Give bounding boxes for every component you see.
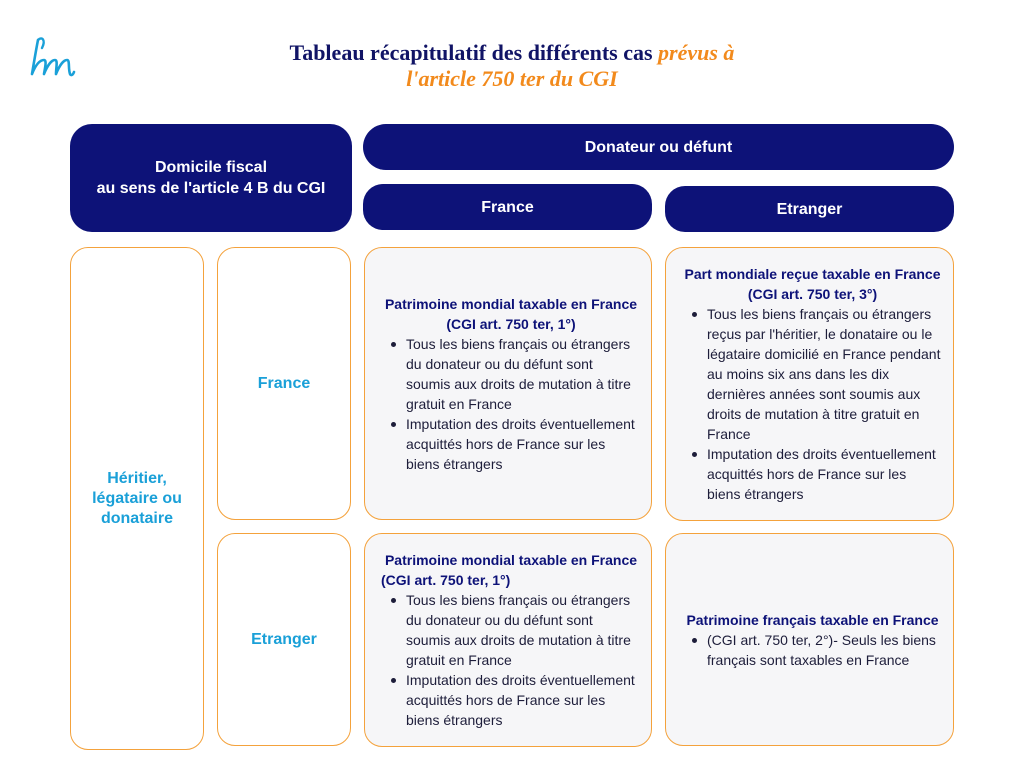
bullet-list xyxy=(682,630,943,670)
cell-subheading: (CGI art. 750 ter, 3°) xyxy=(747,286,878,302)
list-item: Tous les biens français ou étrangers du donateur ou du défunt sont soumis aux droits de mutation à titre gratuit en France xyxy=(381,590,641,670)
heritier-line1: Héritier, xyxy=(107,469,167,487)
list-item: (CGI art. 750 ter, 2°)- Seuls les biens français sont taxables en France xyxy=(682,630,943,670)
heritier-row-header xyxy=(70,247,204,750)
list-item: Imputation des droits éventuellement acquittés hors de France sur les biens étrangers xyxy=(381,414,641,474)
column-header-etranger: Etranger xyxy=(665,186,954,232)
title-line1-plain: Tableau récapitulatif des différents cas xyxy=(289,40,659,65)
cell-subheading: (CGI art. 750 ter, 1°) xyxy=(446,315,576,332)
donateur-header: Donateur ou défunt xyxy=(363,124,954,170)
domicile-line1: Domicile fiscal xyxy=(154,159,268,176)
domicile-fiscal-header xyxy=(70,124,352,232)
bullet-list xyxy=(682,304,943,504)
title-line1-accent: prévus à xyxy=(658,40,735,65)
list-item: Tous les biens français ou étrangers du donateur ou du défunt sont soumis aux droits de mutation à titre gratuit en France xyxy=(381,334,641,414)
column-header-france: France xyxy=(363,184,652,230)
list-item: Imputation des droits éventuellement acquittés hors de France sur les biens étrangers xyxy=(381,670,641,730)
cell-heading: Patrimoine mondial taxable en France xyxy=(384,552,638,568)
row-header-etranger xyxy=(217,533,351,746)
row-france-label: France xyxy=(257,374,311,392)
cell-heading: Part mondiale reçue taxable en France xyxy=(684,266,941,282)
cell-etranger-etranger xyxy=(665,533,954,746)
cell-heading: Patrimoine mondial taxable en France xyxy=(384,295,638,312)
cell-heading: Patrimoine français taxable en France xyxy=(686,611,939,628)
cell-etranger-france xyxy=(364,533,652,747)
cell-subheading: (CGI art. 750 ter, 1°) xyxy=(381,572,511,588)
heritier-line2: légataire ou xyxy=(92,489,182,507)
cell-france-france xyxy=(364,247,652,520)
list-item: Imputation des droits éventuellement acquittés hors de France sur les biens étrangers xyxy=(682,444,943,504)
bullet-list xyxy=(381,334,641,474)
list-item: Tous les biens français ou étrangers reçus par l'héritier, le donataire ou le légataire domicilié en France pendant au moins six ans dans les dix dernières années sont soumis aux droits de mutation à titre gratuit en France xyxy=(682,304,943,444)
bullet-list xyxy=(381,590,641,730)
domicile-line2: au sens de l'article 4 B du CGI xyxy=(96,180,326,197)
title-line2-accent: l'article 750 ter du CGI xyxy=(406,66,618,91)
row-header-france xyxy=(217,247,351,520)
cell-france-etranger xyxy=(665,247,954,521)
page-title xyxy=(0,40,1024,92)
heritier-line3: donataire xyxy=(100,509,173,527)
row-etranger-label: Etranger xyxy=(251,630,317,648)
